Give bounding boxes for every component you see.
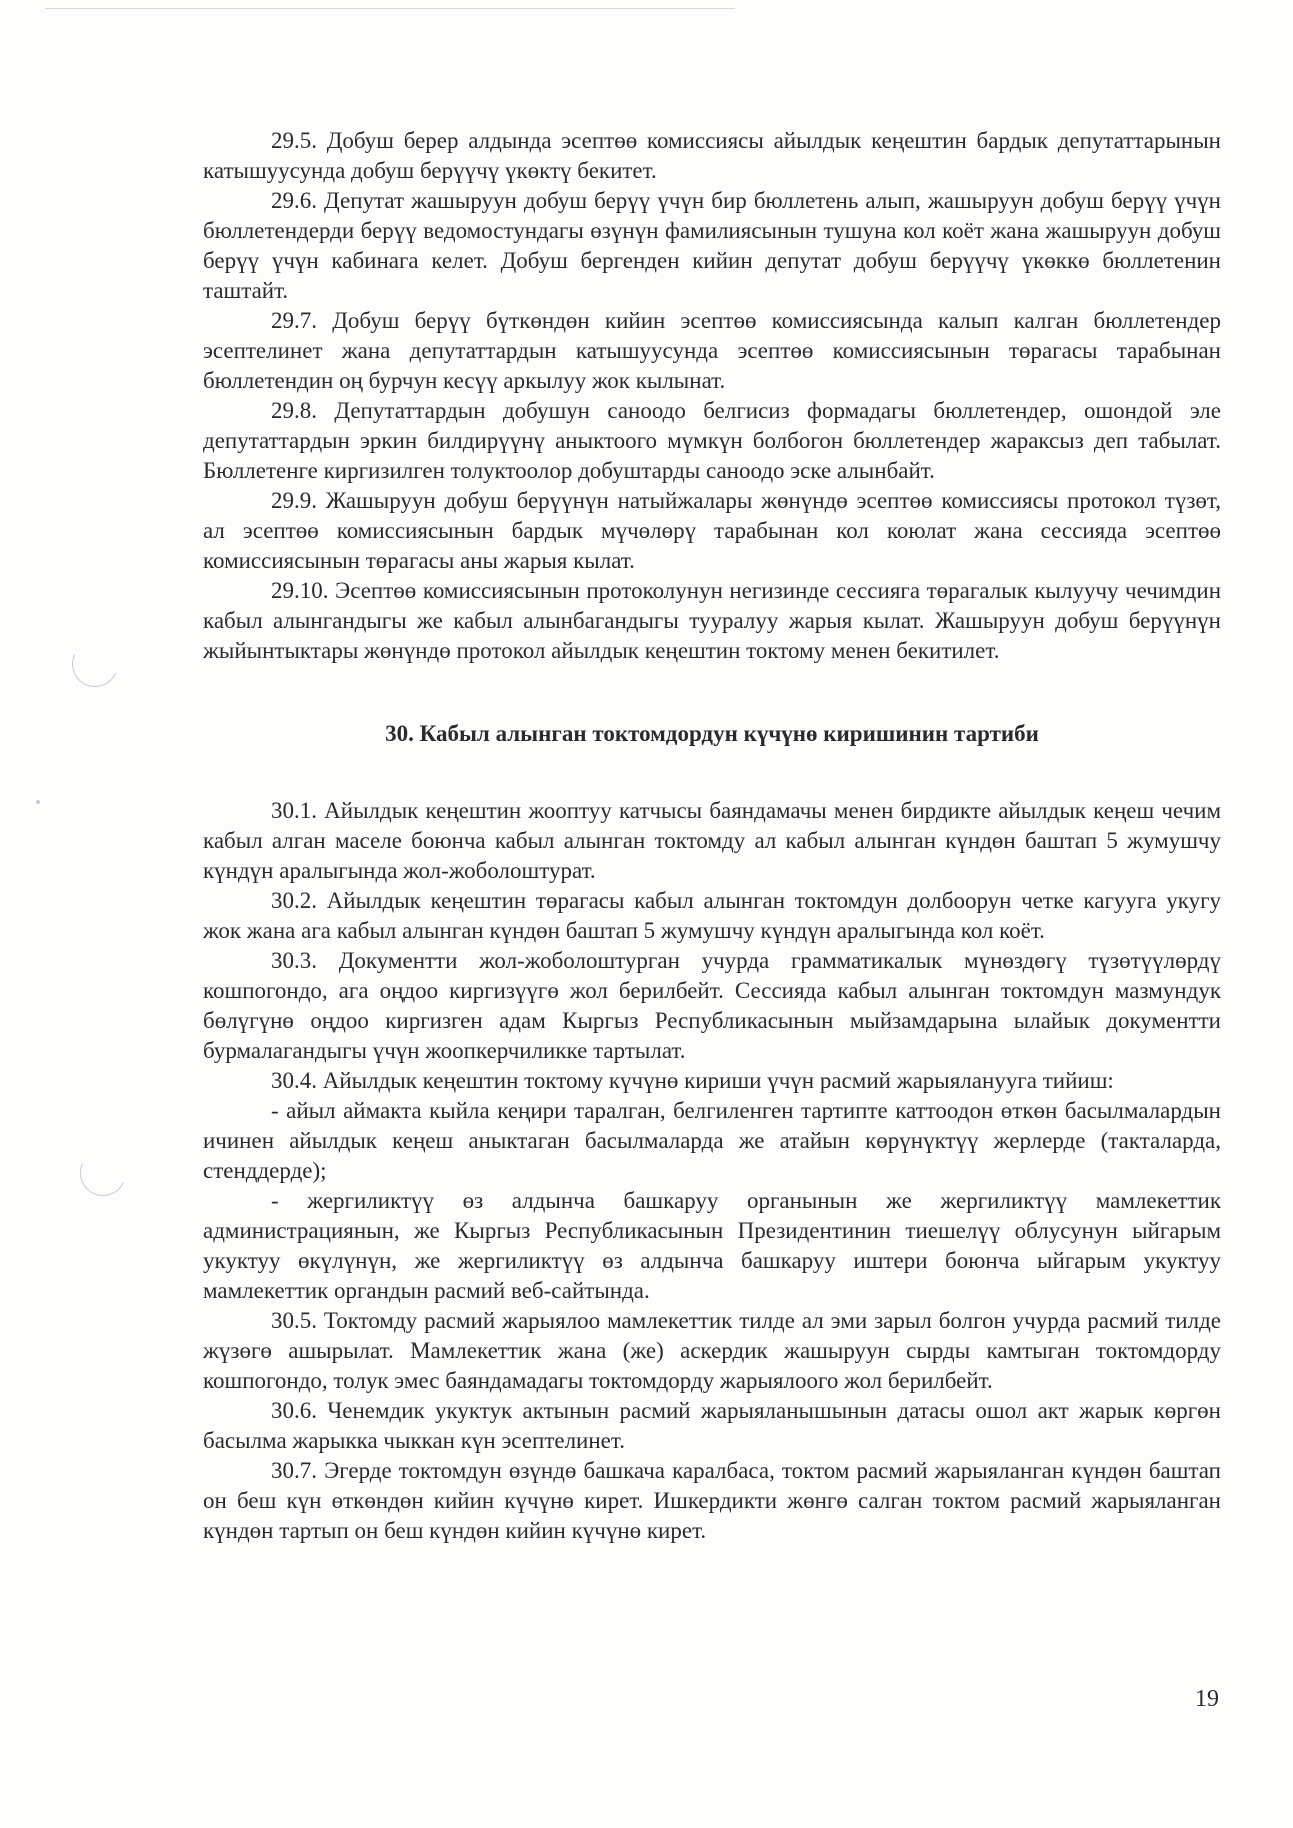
paragraph-30-1: 30.1. Айылдык кеңештин жооптуу катчысы баяндамачы менен бирдикте айылдык кеңеш чечим кабыл алган маселе боюнча кабыл алынган токтомду ал кабыл алынган күндөн баштап 5 жумушчу күндүн аралыгында жол-жоболоштурат. bbox=[203, 798, 1221, 883]
list-item-website: - жергиликтүү өз алдынча башкаруу органынын же жергиликтүү мамлекеттик администрациянын, же Кыргыз Республикасынын Президентинин тиешелүү облусунун ыйгарым укуктуу өкүлүнүн, же жергиликтүү өз алдынча башкаруу иштери боюнча ыйгарым укуктуу мамлекеттик органдын расмий веб-сайтында. bbox=[203, 1188, 1221, 1303]
paragraph-29-5: 29.5. Добуш берер алдында эсептөө комиссиясы айылдык кеңештин бардык депутаттарынын катышуусунда добуш берүүчү үкөктү бекитет. bbox=[203, 128, 1221, 183]
punch-hole-mark bbox=[74, 1144, 133, 1203]
punch-hole-mark bbox=[66, 635, 125, 694]
paragraph-29-6: 29.6. Депутат жашыруун добуш берүү үчүн бир бюллетень алып, жашыруун добуш берүү үчүн бюллетендерди берүү ведомостундагы өзүнүн фамилиясынын тушуна кол коёт жана жашыруун добуш берүү үчүн кабинага келет. Добуш бергенден кийин депутат добуш берүүчү үкөккө бюллетенин таштайт. bbox=[203, 188, 1221, 303]
paragraph-29-10: 29.10. Эсептөө комиссиясынын протоколунун негизинде сессияга төрагалык кылуучу чечимдин кабыл алынгандыгы же кабыл алынбагандыгы тууралуу жарыя кылат. Жашыруун добуш берүүнүн жыйынтыктары жөнүндө протокол айылдык кеңештин токтому менен бекитилет. bbox=[203, 578, 1221, 663]
list-item-publication: - айыл аймакта кыйла кеңири таралган, белгиленген тартипте каттоодон өткөн басылмалардын ичинен айылдык кеңеш аныктаган басылмаларда же атайын көрүнүктүү жерлерде (такталарда, стенддерде); bbox=[203, 1098, 1221, 1183]
section-30-heading: 30. Кабыл алынган токтомдордун күчүнө киришинин тартиби bbox=[385, 721, 1039, 746]
paragraph-30-5: 30.5. Токтомду расмий жарыялоо мамлекеттик тилде ал эми зарыл болгон учурда расмий тилде жүзөгө ашырылат. Мамлекеттик жана (же) аскердик жашыруун сырды камтыган токтомдорду кошпогондо, толук эмес баяндамадагы токтомдорду жарыялоого жол берилбейт. bbox=[203, 1308, 1221, 1393]
paragraph-30-6: 30.6. Ченемдик укуктук актынын расмий жарыяланышынын датасы ошол акт жарык көргөн басылма жарыкка чыккан күн эсептелинет. bbox=[203, 1398, 1221, 1453]
paragraph-29-8: 29.8. Депутаттардын добушун саноодо белгисиз формадагы бюллетендер, ошондой эле депутаттардын эркин билдирүүнү аныктоого мүмкүн болбогон бюллетендер жараксыз деп табылат. Бюллетенге киргизилген толуктоолор добуштарды саноодо эске алынбайт. bbox=[203, 398, 1221, 483]
paragraph-29-7: 29.7. Добуш берүү бүткөндөн кийин эсептөө комиссиясында калып калган бюллетендер эсептелинет жана депутаттардын катышуусунда эсептөө комиссиясынын төрагасы тарабынан бюллетендин оң бурчун кесүү аркылуу жок кылынат. bbox=[203, 308, 1221, 393]
scan-speck bbox=[36, 800, 40, 804]
paragraph-30-2: 30.2. Айылдык кеңештин төрагасы кабыл алынган токтомдун долбоорун четке кагууга укугу жок жана ага кабыл алынган күндөн баштап 5 жумушчу күндүн аралыгында кол коёт. bbox=[203, 888, 1221, 943]
document-body bbox=[203, 126, 1221, 1546]
paragraph-30-7: 30.7. Эгерде токтомдун өзүндө башкача каралбаса, токтом расмий жарыяланган күндөн баштап он беш күн өткөндөн кийин күчүнө кирет. Ишкердикти жөнгө салган токтом расмий жарыяланган күндөн тартып он беш күндөн кийин күчүнө кирет. bbox=[203, 1458, 1221, 1543]
paragraph-30-4: 30.4. Айылдык кеңештин токтому күчүнө кириши үчүн расмий жарыялануугa тийиш: bbox=[271, 1068, 1114, 1093]
paragraph-29-9: 29.9. Жашыруун добуш берүүнүн натыйжалары жөнүндө эсептөө комиссиясы протокол түзөт, ал эсептөө комиссиясынын бардык мүчөлөрү тарабынан кол коюлат жана сессияда эсептөө комиссиясынын төрагасы аны жарыя кылат. bbox=[203, 488, 1221, 573]
page-number: 19 bbox=[1195, 1686, 1219, 1712]
scan-edge-line bbox=[45, 8, 735, 9]
paragraph-30-3: 30.3. Документти жол-жоболоштурган учурда грамматикалык мүнөздөгү түзөтүүлөрдү кошпогондо, ага оңдоо киргизүүгө жол берилбейт. Сессияда кабыл алынган токтомдун мазмундук бөлүгүнө оңдоо киргизген адам Кыргыз Республикасынын мыйзамдарына ылайык документти бурмалагандыгы үчүн жоопкерчиликке тартылат. bbox=[203, 948, 1221, 1063]
